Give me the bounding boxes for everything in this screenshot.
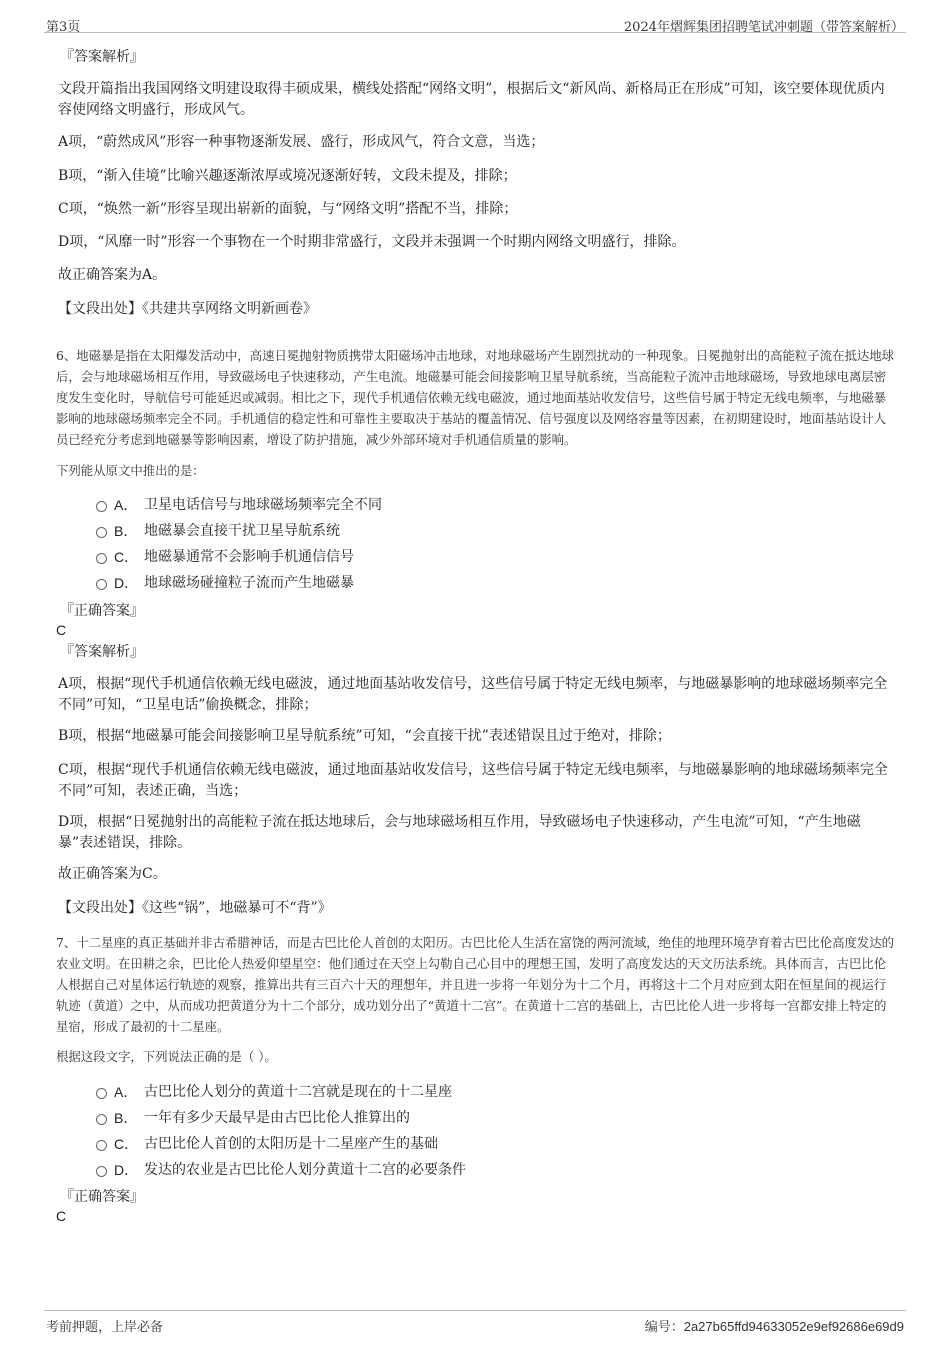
analysis-label: 『答案解析』 — [60, 644, 144, 660]
radio-button-icon[interactable] — [96, 1088, 107, 1099]
document-code: 编号：2a27b65ffd94633052e9ef92686e69d9 — [644, 1319, 904, 1335]
page-header — [44, 12, 906, 33]
analysis-option-d: D项，“风靡一时”形容一个事物在一个时期非常盛行，文段并未强调一个时期内网络文明盛行，排除。 — [58, 234, 686, 250]
question-7-passage: 7、十二星座的真正基础并非古希腊神话，而是古巴比伦人首创的太阳历。古巴比伦人生活在富饶的两河流域，绝佳的地理环境孕育着古巴比伦高度发达的农业文明。在田耕之余，巴比伦人热爱仰望星空：他们通过在天空上勾勒自己心目中的理想王国，发明了高度发达的天文历法系统。具体而言，古巴比伦人根据自己对星体运行轨迹的观察，推算出共有三百六十天的理想年，并且进一步将一年划分为十二个月，再将这十二个月对应到太阳在恒星间的视运行轨迹（黄道）之中，从而成功把黄道分为十二个部分，成功划分出了“黄道十二宫”。在黄道十二宫的基础上，古巴比伦人进一步将每一宫都安排上特定的星宿，形成了最初的十二星座。 — [56, 935, 895, 1034]
radio-button-icon[interactable] — [96, 1166, 107, 1177]
analysis-label: 『答案解析』 — [60, 49, 144, 65]
page-footer — [44, 1310, 906, 1337]
source-citation: 【文段出处】《共建共享网络文明新画卷》 — [58, 301, 317, 317]
analysis-option-b: B项，根据“地磁暴可能会间接影响卫星导航系统”可知，“会直接干扰”表述错误且过于绝对，排除； — [58, 728, 671, 744]
correct-answer-label: 『正确答案』 — [60, 1189, 144, 1205]
radio-button-icon[interactable] — [96, 579, 107, 590]
source-citation: 【文段出处】《这些“锅”，地磁暴可不“背”》 — [58, 900, 332, 916]
footer-slogan: 考前押题，上岸必备 — [46, 1320, 164, 1335]
page-number: 第3页 — [46, 20, 81, 35]
analysis-intro: 文段开篇指出我国网络文明建设取得丰硕成果，横线处搭配“网络文明”，根据后文“新风尚、新格局正在形成”可知，该空要体现优质内容使网络文明盛行，形成风气。 — [58, 81, 885, 118]
radio-button-icon[interactable] — [96, 1114, 107, 1125]
correct-answer: C — [56, 1208, 67, 1224]
document-title: 2024年熠辉集团招聘笔试冲刺题（带答案解析） — [623, 20, 904, 35]
radio-button-icon[interactable] — [96, 1140, 107, 1151]
analysis-conclusion: 故正确答案为C。 — [58, 866, 167, 882]
analysis-option-c: C项，“焕然一新”形容呈现出崭新的面貌，与“网络文明”搭配不当，排除； — [58, 201, 518, 217]
analysis-option-c: C项，根据“现代手机通信依赖无线电磁波，通过地面基站收发信号，这些信号属于特定无线电频率，与地磁暴影响的地球磁场频率完全不同”可知，表述正确，当选； — [58, 762, 888, 799]
question-6-prompt: 下列能从原文中推出的是： — [56, 463, 205, 478]
analysis-option-a: A项，根据“现代手机通信依赖无线电磁波，通过地面基站收发信号，这些信号属于特定无线电频率，与地磁暴影响的地球磁场频率完全不同”可知，“卫星电话”偷换概念，排除； — [58, 676, 888, 713]
correct-answer: C — [56, 622, 67, 638]
radio-button-icon[interactable] — [96, 501, 107, 512]
analysis-option-a: A项，“蔚然成风”形容一种事物逐渐发展、盛行，形成风气，符合文意，当选； — [58, 134, 545, 150]
radio-button-icon[interactable] — [96, 553, 107, 564]
question-6-passage: 6、地磁暴是指在太阳爆发活动中，高速日冕抛射物质携带太阳磁场冲击地球，对地球磁场产生剧烈扰动的一种现象。日冕抛射出的高能粒子流在抵达地球后，会与地球磁场相互作用，导致磁场电子快速移动，产生电流。地磁暴可能会间接影响卫星导航系统，当高能粒子流冲击地球磁场，导致地球电离层密度发生变化时，导航信号可能延迟或减弱。相比之下，现代手机通信依赖无线电磁波，通过地面基站收发信号，这些信号属于特定无线电频率，与地磁暴影响的地球磁场频率完全不同。手机通信的稳定性和可靠性主要取决于基站的覆盖情况、信号强度以及网络容量等因素，在初期建设时，地面基站设计人员已经充分考虑到地磁暴等影响因素，增设了防护措施，减少外部环境对手机通信质量的影响。 — [56, 348, 895, 447]
question-7-prompt: 根据这段文字，下列说法正确的是（ ）。 — [56, 1049, 277, 1064]
correct-answer-label: 『正确答案』 — [60, 603, 144, 619]
analysis-option-b: B项，“渐入佳境”比喻兴趣逐渐浓厚或境况逐渐好转，文段未提及，排除； — [58, 168, 517, 184]
analysis-option-d: D项，根据“日冕抛射出的高能粒子流在抵达地球后，会与地球磁场相互作用，导致磁场电子快速移动，产生电流”可知，“产生地磁暴”表述错误，排除。 — [58, 814, 861, 851]
analysis-conclusion: 故正确答案为A。 — [58, 267, 167, 283]
radio-button-icon[interactable] — [96, 527, 107, 538]
